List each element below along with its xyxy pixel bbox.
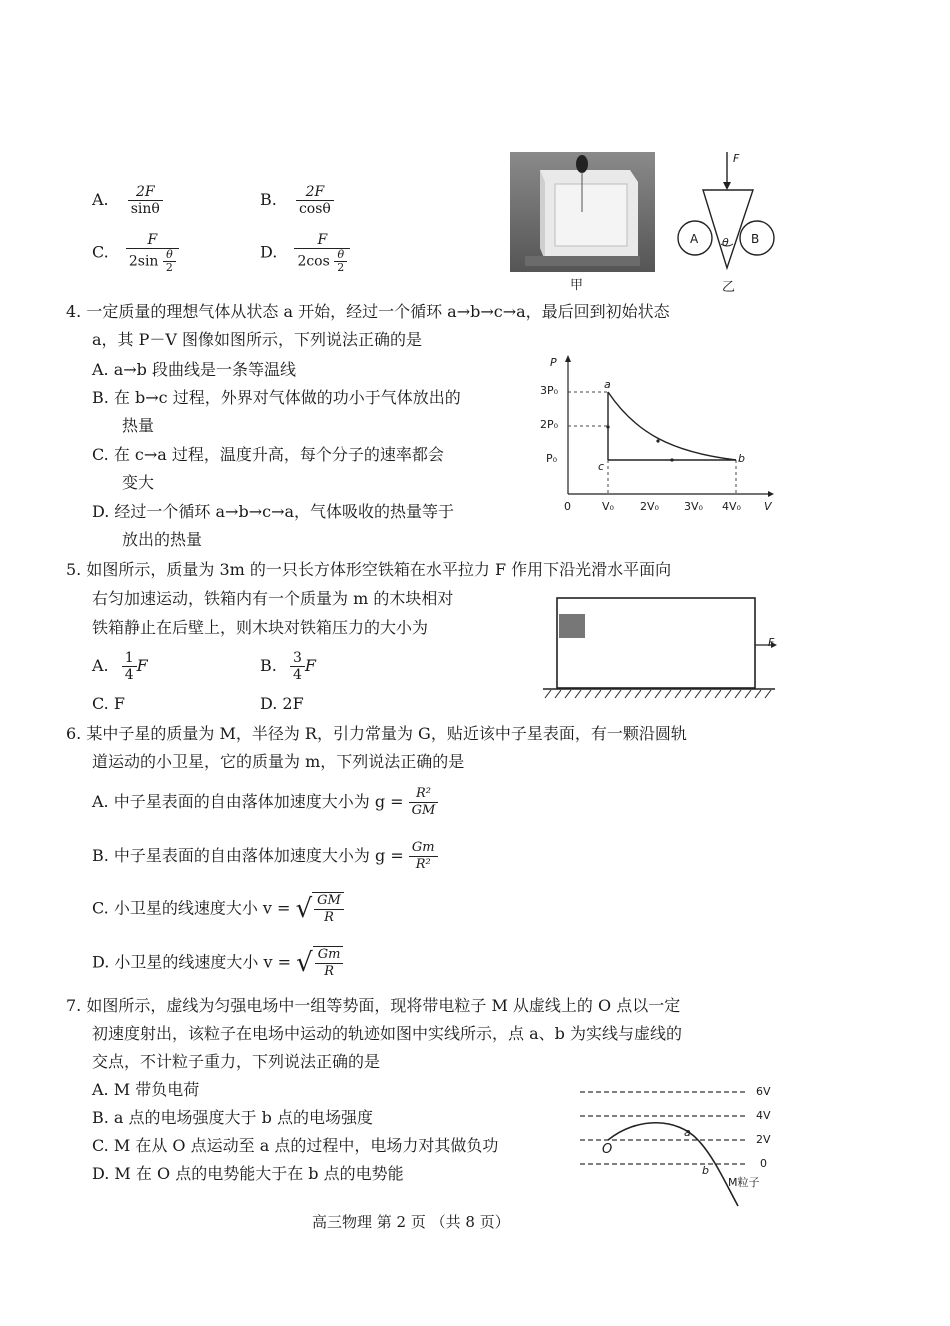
q5-option-b-denominator: 4 (292, 667, 302, 683)
q6-option-d-text: D. 小卫星的线速度大小 v = (92, 952, 292, 972)
q6-option-d-fraction (315, 947, 344, 980)
q3-photo-figure (510, 152, 655, 272)
q3-schematic-figure (675, 148, 785, 298)
q3-option-c-fraction (126, 232, 179, 274)
q7-particle-label: M粒子 (728, 1176, 760, 1189)
q7-label-4v: 4V (756, 1109, 771, 1122)
q6-option-b-denominator: R² (415, 857, 431, 872)
q6-option-a (92, 786, 438, 819)
q6-option-b-text: B. 中子星表面的自由落体加速度大小为 g = (92, 846, 404, 865)
q4-option-a: A. a→b 段曲线是一条等温线 (92, 360, 297, 379)
q5-option-a-label: A. (92, 656, 109, 675)
pv-y-axis-label: P (550, 356, 557, 369)
pv-x-tick-0: 0 (564, 500, 571, 513)
q6-stem-line2: 道运动的小卫星，它的质量为 m，下列说法正确的是 (92, 752, 465, 771)
q6-option-a-fraction (409, 786, 439, 819)
q3-option-c-den-prefix: 2sin (128, 253, 159, 270)
q7-point-o: O (602, 1142, 613, 1157)
q3-option-a-label: A. (92, 190, 109, 209)
q4-pv-graph (540, 352, 780, 527)
q5-option-b-force: F (304, 656, 316, 675)
q3-option-d-den-prefix: 2cos (297, 253, 330, 270)
q6-option-c-denominator: R (324, 910, 334, 925)
wedge-block-photo (510, 152, 655, 272)
q6-option-c-text: C. 小卫星的线速度大小 v = (92, 898, 291, 918)
q4-option-b-line2: 热量 (122, 416, 155, 435)
q6-option-c-fraction (314, 893, 344, 926)
q7-label-6v: 6V (756, 1085, 771, 1098)
pv-y-tick-3p0: 3P₀ (540, 384, 559, 397)
q6-option-a-text: A. 中子星表面的自由落体加速度大小为 g = (92, 792, 404, 811)
wedge-schematic-svg (675, 148, 785, 298)
q3-theta-label: θ (722, 236, 729, 249)
q6-option-b-fraction (409, 840, 438, 873)
q3-fig-yi-caption: 乙 (722, 280, 736, 295)
q5-option-c: C. F (92, 694, 125, 713)
q5-box-figure (535, 590, 785, 705)
q4-stem-line1: 4. 一定质量的理想气体从状态 a 开始，经过一个循环 a→b→c→a，最后回到初始状态 (66, 302, 670, 321)
q3-option-d (260, 232, 350, 274)
pv-x-tick-4v0: 4V₀ (722, 500, 741, 513)
q6-stem-line1: 6. 某中子星的质量为 M，半径为 R，引力常量为 G，贴近该中子星表面，有一颗沿圆轨 (66, 724, 687, 743)
q5-option-b-numerator: 3 (290, 650, 305, 667)
q5-stem-line2: 右匀加速运动，铁箱内有一个质量为 m 的木块相对 (92, 589, 454, 608)
pv-x-tick-3v0: 3V₀ (684, 500, 703, 513)
q3-option-b-denominator: cosθ (298, 201, 331, 217)
q6-option-d-radical: √ (296, 948, 313, 978)
q3-option-c (92, 232, 179, 274)
q6-option-d-numerator: Gm (315, 947, 344, 964)
q4-option-b-line1: B. 在 b→c 过程，外界对气体做的功小于气体放出的 (92, 388, 461, 407)
q3-option-a-numerator: 2F (128, 184, 163, 201)
q7-label-0v: 0 (760, 1157, 767, 1170)
q6-option-b-numerator: Gm (409, 840, 438, 857)
q3-option-d-denominator (294, 249, 350, 274)
q3-option-c-numerator: F (126, 232, 179, 249)
q7-option-c: C. M 在从 O 点运动至 a 点的过程中，电场力对其做负功 (92, 1136, 499, 1155)
q7-option-b: B. a 点的电场强度大于 b 点的电场强度 (92, 1108, 373, 1127)
pv-curve-ab (608, 392, 736, 460)
pv-y-tick-2p0: 2P₀ (540, 418, 559, 431)
q3-option-c-half-angle (163, 249, 176, 274)
q3-option-d-half-num: θ (334, 249, 347, 262)
q3-option-d-half-den: 2 (337, 261, 345, 274)
q4-option-d-line2: 放出的热量 (122, 530, 203, 549)
iron-box (557, 598, 755, 688)
q3-option-a-fraction (128, 184, 163, 217)
q5-force-label: F (768, 636, 775, 649)
q6-option-b (92, 840, 438, 873)
pv-y-tick-p0: P₀ (546, 452, 558, 465)
q7-option-d: D. M 在 O 点的电势能大于在 b 点的电势能 (92, 1164, 404, 1183)
pv-point-c: c (598, 460, 605, 473)
q6-option-d-denominator: R (324, 964, 334, 979)
q3-option-b-fraction (296, 184, 334, 217)
page-footer: 高三物理 第 2 页 （共 8 页） (312, 1213, 510, 1231)
q5-stem-line3: 铁箱静止在后壁上，则木块对铁箱压力的大小为 (92, 618, 429, 637)
q5-option-b-fraction (290, 650, 305, 683)
q7-point-b: b (702, 1164, 709, 1177)
q4-stem-line2: a，其 P－V 图像如图所示，下列说法正确的是 (92, 330, 423, 349)
q3-option-c-half-den: 2 (165, 261, 173, 274)
q4-option-c-line1: C. 在 c→a 过程，温度升高，每个分子的速率都会 (92, 445, 444, 464)
q4-option-c-line2: 变大 (122, 473, 155, 492)
q6-option-c-numerator: GM (314, 893, 344, 910)
q6-option-a-denominator: GM (411, 803, 436, 818)
wood-block (559, 614, 585, 638)
q7-stem-line1: 7. 如图所示，虚线为匀强电场中一组等势面，现将带电粒子 M 从虚线上的 O 点以一定 (66, 996, 681, 1015)
pv-graph-svg (540, 352, 780, 527)
q3-option-b (260, 184, 334, 217)
q7-point-a: a (684, 1126, 691, 1139)
pv-x-axis-label: V (764, 500, 772, 513)
pv-x-tick-2v0: 2V₀ (640, 500, 659, 513)
q3-option-b-numerator: 2F (296, 184, 334, 201)
box-diagram-svg (535, 590, 785, 705)
q7-label-2v: 2V (756, 1133, 771, 1146)
q3-option-a-denominator: sinθ (130, 201, 160, 217)
q3-force-label: F (733, 152, 740, 165)
q5-option-b (260, 650, 316, 683)
q3-ball-a-label: A (690, 232, 699, 246)
q6-option-c (92, 892, 344, 926)
q3-option-c-label: C. (92, 242, 109, 262)
q3-option-d-numerator: F (294, 232, 350, 249)
q7-option-a: A. M 带负电荷 (92, 1080, 200, 1099)
q3-option-d-fraction (294, 232, 350, 274)
q3-option-a (92, 184, 163, 217)
q7-stem-line2: 初速度射出，该粒子在电场中运动的轨迹如图中实线所示，点 a、b 为实线与虚线的 (92, 1024, 682, 1043)
q7-stem-line3: 交点，不计粒子重力，下列说法正确的是 (92, 1052, 381, 1071)
q6-option-d (92, 946, 343, 980)
q5-option-d: D. 2F (260, 694, 304, 713)
q5-option-a-force: F (136, 656, 148, 675)
q3-option-c-half-num: θ (163, 249, 176, 262)
q4-option-d-line1: D. 经过一个循环 a→b→c→a，气体吸收的热量等于 (92, 502, 455, 521)
q5-option-a-numerator: 1 (122, 650, 137, 667)
q3-option-d-label: D. (260, 242, 278, 262)
q3-fig-jia-caption: 甲 (570, 278, 584, 293)
q5-stem-line1: 5. 如图所示，质量为 3m 的一只长方体形空铁箱在水平拉力 F 作用下沿光滑水平面向 (66, 560, 672, 579)
q5-option-a-denominator: 4 (124, 667, 134, 683)
q5-option-a-fraction (122, 650, 137, 683)
q3-option-c-denominator (126, 249, 179, 274)
q6-option-c-radical: √ (295, 894, 313, 924)
q3-ball-b-label: B (751, 232, 760, 246)
q5-option-b-label: B. (260, 656, 277, 675)
q3-option-b-label: B. (260, 190, 277, 209)
q3-option-d-half-angle (334, 249, 347, 274)
pv-point-b: b (738, 452, 745, 465)
q5-option-a (92, 650, 148, 683)
q6-option-a-numerator: R² (409, 786, 439, 803)
pv-point-a: a (604, 378, 611, 391)
pv-x-tick-v0: V₀ (602, 500, 614, 513)
